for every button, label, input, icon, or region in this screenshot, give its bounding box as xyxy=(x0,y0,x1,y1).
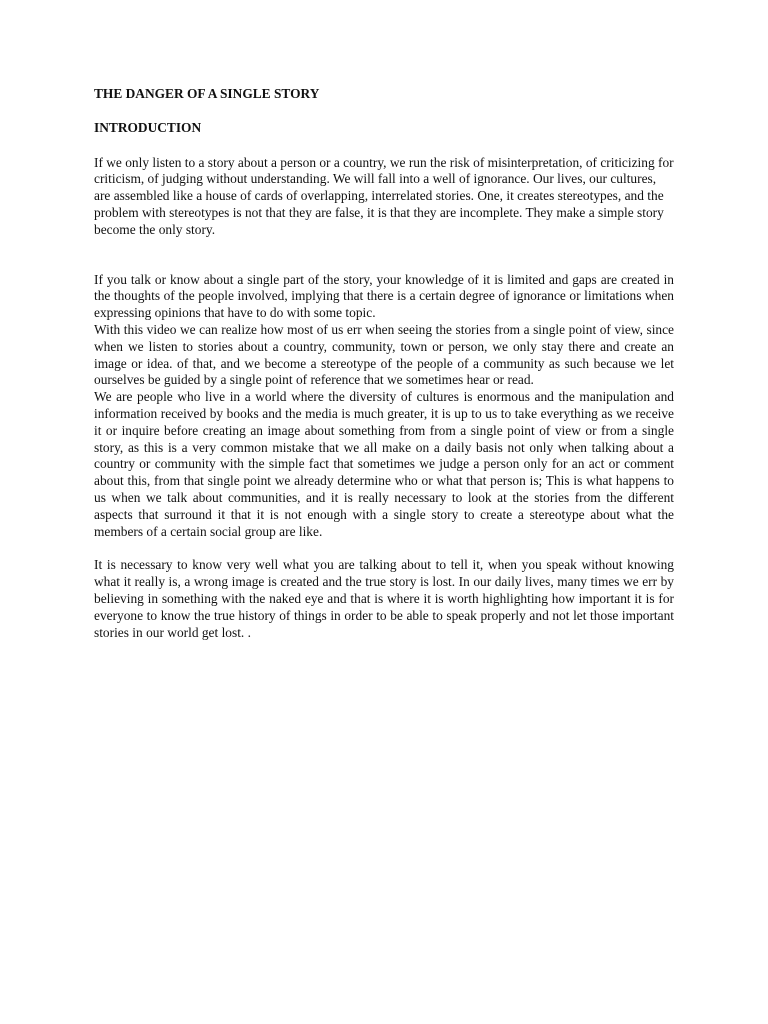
paragraph-single-part: If you talk or know about a single part of the story, your knowledge of it is limited and gaps are created in the thoughts of the people involved, implying that there is a certain degree of ignorance or limitations when expressing opinions that have to do with some topic. xyxy=(94,271,674,321)
paragraph-intro: If we only listen to a story about a person or a country, we run the risk of misinterpretation, of criticizing for criticism, of judging without understanding. We will fall into a well of ignorance. Our lives, our cultures, are assembled like a house of cards of overlapping, interrelated stories. One, it creates stereotypes, and the problem with stereotypes is not that they are false, it is that they are incomplete. They make a simple story become the only story. xyxy=(94,154,674,237)
paragraph-video: With this video we can realize how most of us err when seeing the stories from a single point of view, since when we listen to stories about a country, community, town or person, we only stay there and create an image or idea. of that, and we become a stereotype of the people of a community as such because we let ourselves be guided by a single point of reference that we sometimes hear or read. xyxy=(94,321,674,388)
section-heading: INTRODUCTION xyxy=(94,119,202,135)
document-title: THE DANGER OF A SINGLE STORY xyxy=(94,86,320,101)
document-page xyxy=(94,86,674,641)
paragraph-diversity: We are people who live in a world where the diversity of cultures is enormous and the manipulation and information received by books and the media is much greater, it is up to us to take everything as we receive it or inquire before creating an image about something from from a single point of view or from a single story, as this is a very common mistake that we all make on a daily basis not only when talking about a country or community with the simple fact that sometimes we judge a person only for an act or comment about this, from that single point we already determine who or what that person is; This is what happens to us when we talk about communities, and it is really necessary to look at the stories from the different aspects that surround it that it is not enough with a single story to create a stereotype about what the members of a certain social group are like. xyxy=(94,389,674,539)
paragraph-conclusion: It is necessary to know very well what you are talking about to tell it, when you speak without knowing what it really is, a wrong image is created and the true story is lost. In our daily lives, many times we err by believing in something with the naked eye and that is where it is worth highlighting how important it is for everyone to know the true history of things in order to be able to speak properly and not let those important stories in our world get lost. . xyxy=(94,557,674,640)
